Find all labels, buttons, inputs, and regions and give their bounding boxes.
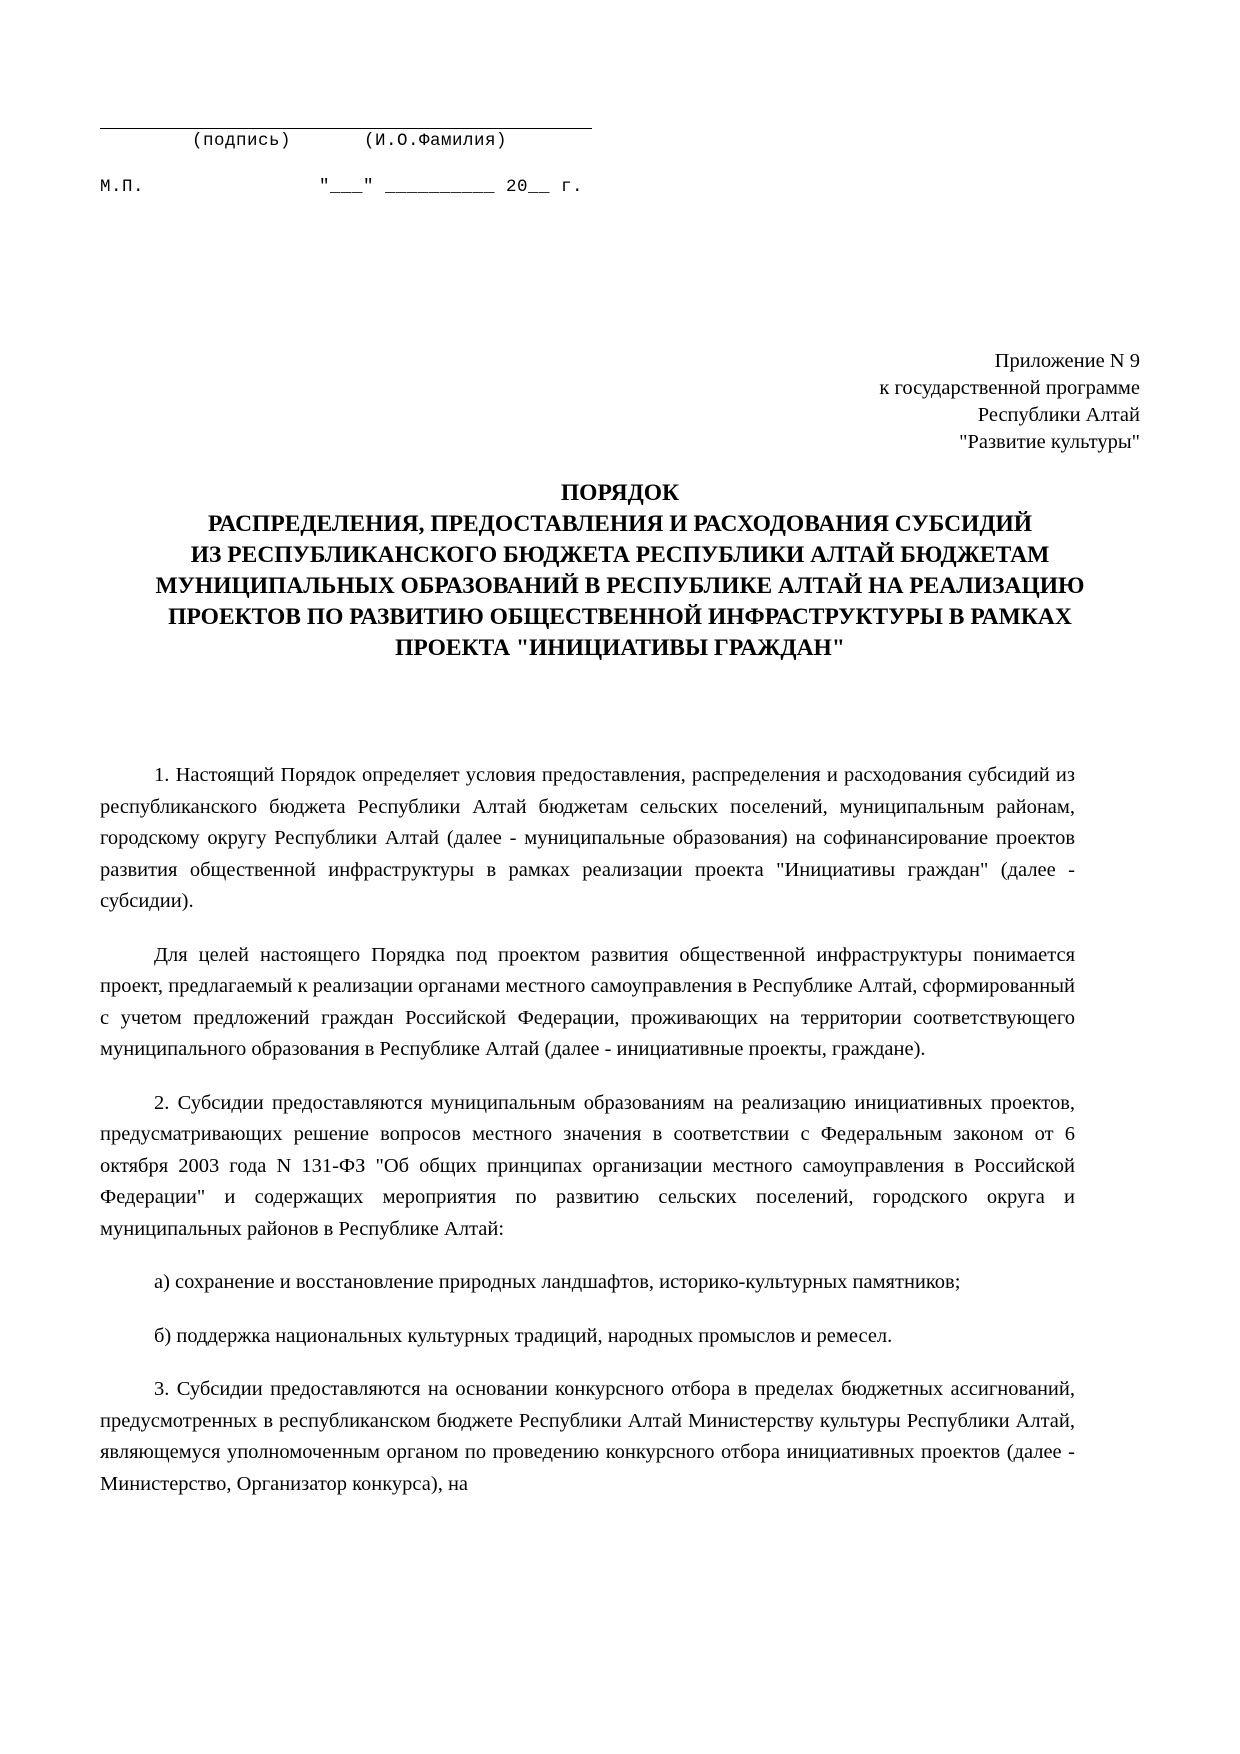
signature-rule <box>100 128 592 129</box>
title-line-6: ПРОЕКТА "ИНИЦИАТИВЫ ГРАЖДАН" <box>395 635 845 661</box>
full-name-caption: (И.О.Фамилия) <box>364 131 508 151</box>
title-line-2: РАСПРЕДЕЛЕНИЯ, ПРЕДОСТАВЛЕНИЯ И РАСХОДОВАНИЯ СУБСИДИЙ <box>207 511 1033 537</box>
signature-block <box>100 128 1140 203</box>
paragraph-3: 2. Субсидии предоставляются муниципальным образованиям на реализацию инициативных проектов, предусматривающих решение вопросов местного значения в соответствии с Федеральным законом от 6 октября 2003 года N 131-ФЗ "Об общих принципах организации местного самоуправления в Российской Федерации" и содержащих мероприятия по развитию сельских поселений, городского округа и муниципальных районов в Республике Алтай: <box>100 1091 1075 1240</box>
title-line-1: ПОРЯДОК <box>560 480 680 506</box>
stamp-label: М.П. <box>100 177 145 197</box>
signature-caption: (подпись) <box>192 131 292 151</box>
paragraph-6: 3. Субсидии предоставляются на основании конкурсного отбора в пределах бюджетных ассигнований, предусмотренных в республиканском бюджете Республики Алтай Министерству культуры Республики Алтай, являющемуся уполномоченным органом по проведению конкурсного отбора инициативных проектов (далее - Министерство, Организатор конкурса), на <box>100 1378 1075 1495</box>
title-line-3: ИЗ РЕСПУБЛИКАНСКОГО БЮДЖЕТА РЕСПУБЛИКИ АЛТАЙ БЮДЖЕТАМ <box>190 542 1050 568</box>
title-line-5: ПРОЕКТОВ ПО РАЗВИТИЮ ОБЩЕСТВЕННОЙ ИНФРАСТРУКТУРЫ В РАМКАХ <box>168 604 1072 630</box>
title-line-4: МУНИЦИПАЛЬНЫХ ОБРАЗОВАНИЙ В РЕСПУБЛИКЕ АЛТАЙ НА РЕАЛИЗАЦИЮ <box>155 573 1085 599</box>
appendix-line-1: Приложение N 9 <box>994 350 1140 372</box>
document-body <box>100 760 1075 1500</box>
page-title <box>110 478 1130 664</box>
paragraph-1: 1. Настоящий Порядок определяет условия предоставления, распределения и расходования субсидий из республиканского бюджета Республики Алтай бюджетам сельских поселений, муниципальным районам, городскому округу Республики Алтай (далее - муниципальные образования) на софинансирование проектов развития общественной инфраструктуры в рамках реализации проекта "Инициативы граждан" (далее - субсидии). <box>100 764 1075 912</box>
date-placeholder: "___" __________ 20__ г. <box>319 177 584 197</box>
paragraph-2: Для целей настоящего Порядка под проектом развития общественной инфраструктуры понимается проект, предлагаемый к реализации органами местного самоуправления в Республике Алтай, сформированный с учетом предложений граждан Российской Федерации, проживающих на территории соответствующего муниципального образования в Республике Алтай (далее - инициативные проекты, граждане). <box>100 943 1075 1060</box>
signature-labels <box>100 131 1140 157</box>
appendix-line-4: "Развитие культуры" <box>959 431 1140 453</box>
paragraph-5: б) поддержка национальных культурных традиций, народных промыслов и ремесел. <box>154 1324 893 1347</box>
appendix-reference <box>620 348 1140 456</box>
stamp-date-line <box>100 177 1140 203</box>
paragraph-4: а) сохранение и восстановление природных ландшафтов, историко-культурных памятников; <box>154 1271 961 1293</box>
appendix-line-3: Республики Алтай <box>977 404 1140 426</box>
appendix-line-2: к государственной программе <box>879 377 1140 399</box>
